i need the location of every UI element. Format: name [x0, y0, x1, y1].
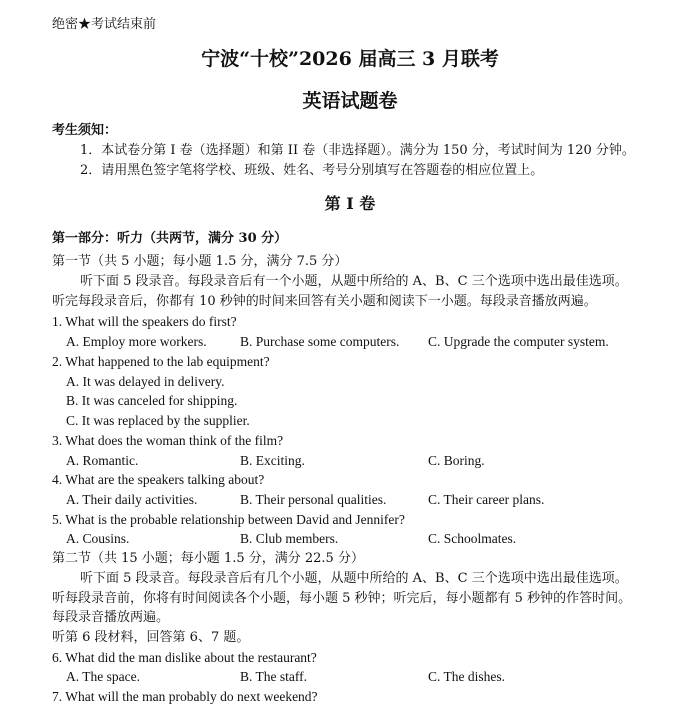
question-stem: 5. What is the probable relationship between David and Jennifer? [52, 512, 405, 527]
option-c: C. Their career plans. [428, 492, 545, 507]
option-a: A. Romantic. [66, 453, 139, 468]
option-a: A. The space. [66, 669, 140, 684]
option-a: A. Cousins. [66, 531, 130, 546]
paper-subtitle: 英语试题卷 [302, 90, 398, 112]
question-stem: 6. What did the man dislike about the restaurant? [52, 650, 317, 665]
question-stem-cutoff: 7. What will the man probably do next weekend? [52, 689, 318, 704]
exam-title: 宁波“十校”2026 届高三 3 月联考 [201, 48, 499, 70]
option-a: A. It was delayed in delivery. [66, 374, 225, 389]
question-stem: 1. What will the speakers do first? [52, 314, 237, 329]
section1-heading: 第一节（共 5 小题；每小题 1.5 分，满分 7.5 分） [52, 254, 348, 269]
option-b: B. Exciting. [240, 453, 305, 468]
question-stem: 2. What happened to the lab equipment? [52, 354, 270, 369]
option-a: A. Employ more workers. [66, 334, 207, 349]
part1-heading: 第一部分：听力（共两节，满分 30 分） [52, 231, 288, 246]
material-note: 听第 6 段材料，回答第 6、7 题。 [52, 630, 250, 645]
section2-instruction: 每段录音播放两遍。 [52, 610, 170, 625]
option-b: B. The staff. [240, 669, 307, 684]
option-b: B. It was canceled for shipping. [66, 393, 238, 408]
notice-item: 2．请用黑色签字笔将学校、班级、姓名、考号分别填写在答题卷的相应位置上。 [80, 163, 544, 178]
section2-instruction: 听下面 5 段录音。每段录音后有几个小题，从题中所给的 A、B、C 三个选项中选出最佳选项。 [80, 571, 628, 586]
option-b: B. Their personal qualities. [240, 492, 387, 507]
question-stem: 3. What does the woman think of the film? [52, 433, 284, 448]
option-c: C. It was replaced by the supplier. [66, 413, 250, 428]
volume-title: 第 I 卷 [324, 194, 376, 213]
option-b: B. Purchase some computers. [240, 334, 400, 349]
option-c: C. Upgrade the computer system. [428, 334, 609, 349]
option-b: B. Club members. [240, 531, 339, 546]
option-a: A. Their daily activities. [66, 492, 198, 507]
confidential-label: 绝密★考试结束前 [52, 17, 157, 32]
section1-instruction: 听下面 5 段录音。每段录音后有一个小题，从题中所给的 A、B、C 三个选项中选出最佳选项。 [80, 274, 628, 289]
question-stem: 4. What are the speakers talking about? [52, 472, 265, 487]
notice-item: 1．本试卷分第 I 卷（选择题）和第 II 卷（非选择题）。满分为 150 分，考试时间为 120 分钟。 [80, 143, 635, 158]
section1-instruction: 听完每段录音后，你都有 10 秒钟的时间来回答有关小题和阅读下一小题。每段录音播放两遍。 [52, 294, 597, 309]
notice-heading: 考生须知： [52, 123, 118, 138]
option-c: C. Schoolmates. [428, 531, 517, 546]
section2-instruction: 听每段录音前，你将有时间阅读各个小题，每小题 5 秒钟；听完后，每小题都有 5 秒钟的作答时间。 [52, 591, 632, 606]
option-c: C. The dishes. [428, 669, 505, 684]
option-c: C. Boring. [428, 453, 485, 468]
section2-heading: 第二节（共 15 小题；每小题 1.5 分，满分 22.5 分） [52, 551, 364, 566]
